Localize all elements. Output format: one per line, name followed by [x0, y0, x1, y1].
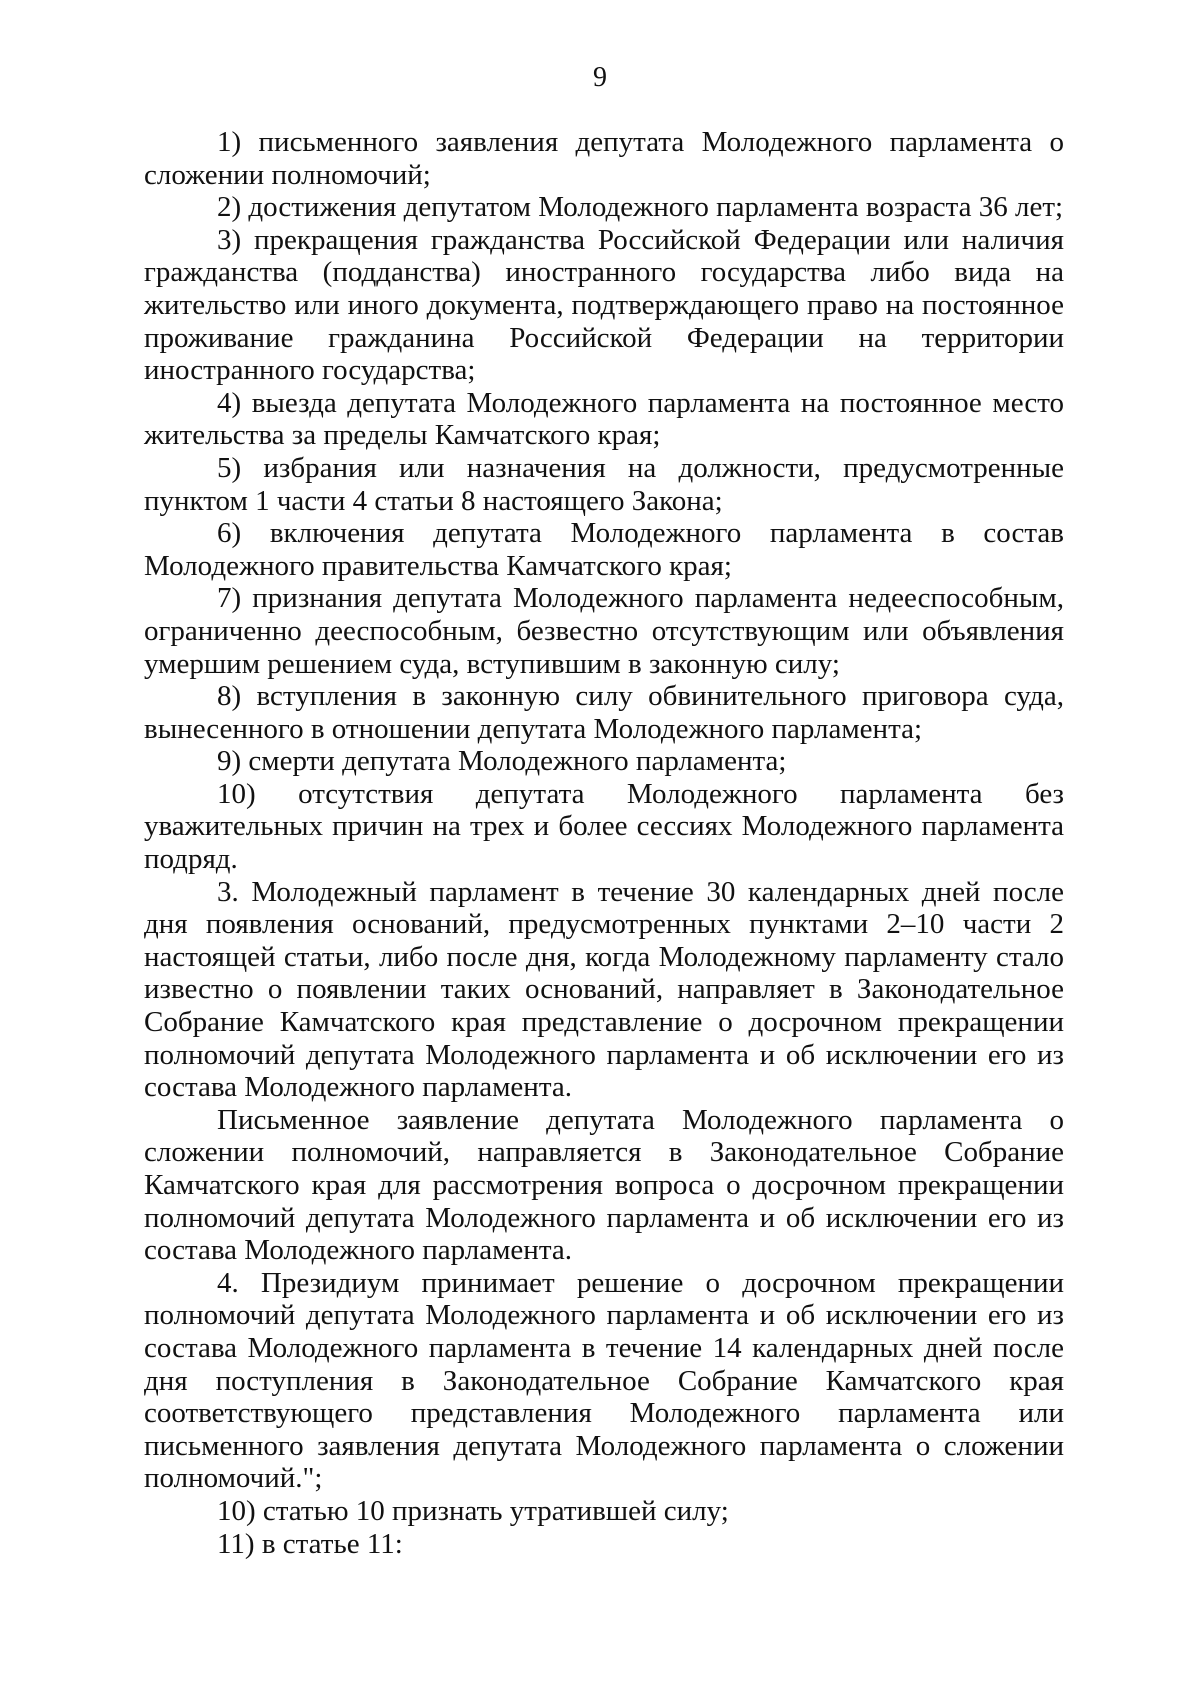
document-body [144, 126, 1064, 1560]
amendment-item-10: 10) статью 10 признать утратившей силу; [217, 1494, 729, 1527]
written-statement-paragraph: Письменное заявление депутата Молодежного парламента о сложении полномочий, направляется в Законодательное Собрание Камчатского края для рассмотрения вопроса о досрочном прекращении полномочий депутата Молодежного парламента и об исключении его из состава Молодежного парламента. [144, 1103, 1064, 1267]
clause-3: 3) прекращения гражданства Российской Федерации или наличия гражданства (подданства) иностранного государства либо вида на жительство или иного документа, подтверждающего право на постоянное проживание гражданина Российской Федерации на территории иностранного государства; [144, 223, 1064, 387]
clause-4: 4) выезда депутата Молодежного парламента на постоянное место жительства за пределы Камчатского края; [144, 386, 1064, 452]
part-4-paragraph: 4. Президиум принимает решение о досрочном прекращении полномочий депутата Молодежного парламента и об исключении его из состава Молодежного парламента в течение 14 календарных дней после дня поступления в Законодательное Собрание Камчатского края соответствующего представления Молодежного парламента или письменного заявления депутата Молодежного парламента о сложении полномочий."; [144, 1266, 1064, 1495]
part-3-paragraph: 3. Молодежный парламент в течение 30 календарных дней после дня появления оснований, предусмотренных пунктами 2–10 части 2 настоящей статьи, либо после дня, когда Молодежному парламенту стало известно о появлении таких оснований, направляет в Законодательное Собрание Камчатского края представление о досрочном прекращении полномочий депутата Молодежного парламента и об исключении его из состава Молодежного парламента. [144, 875, 1064, 1104]
clause-1: 1) письменного заявления депутата Молодежного парламента о сложении полномочий; [144, 126, 1064, 191]
clause-7: 7) признания депутата Молодежного парламента недееспособным, ограниченно дееспособным, безвестно отсутствующим или объявления умершим решением суда, вступившим в законную силу; [144, 582, 1064, 680]
clause-2: 2) достижения депутатом Молодежного парламента возраста 36 лет; [217, 191, 1064, 224]
clause-8: 8) вступления в законную силу обвинительного приговора суда, вынесенного в отношении депутата Молодежного парламента; [144, 680, 1064, 745]
clause-10: 10) отсутствия депутата Молодежного парламента без уважительных причин на трех и более сессиях Молодежного парламента подряд. [144, 777, 1064, 876]
page-number: 9 [593, 62, 607, 93]
clause-9: 9) смерти депутата Молодежного парламента; [217, 745, 787, 778]
clause-6: 6) включения депутата Молодежного парламента в состав Молодежного правительства Камчатского края; [144, 517, 1064, 582]
amendment-item-11: 11) в статье 11: [217, 1527, 403, 1560]
clause-5: 5) избрания или назначения на должности, предусмотренные пунктом 1 части 4 статьи 8 настоящего Закона; [144, 451, 1064, 517]
